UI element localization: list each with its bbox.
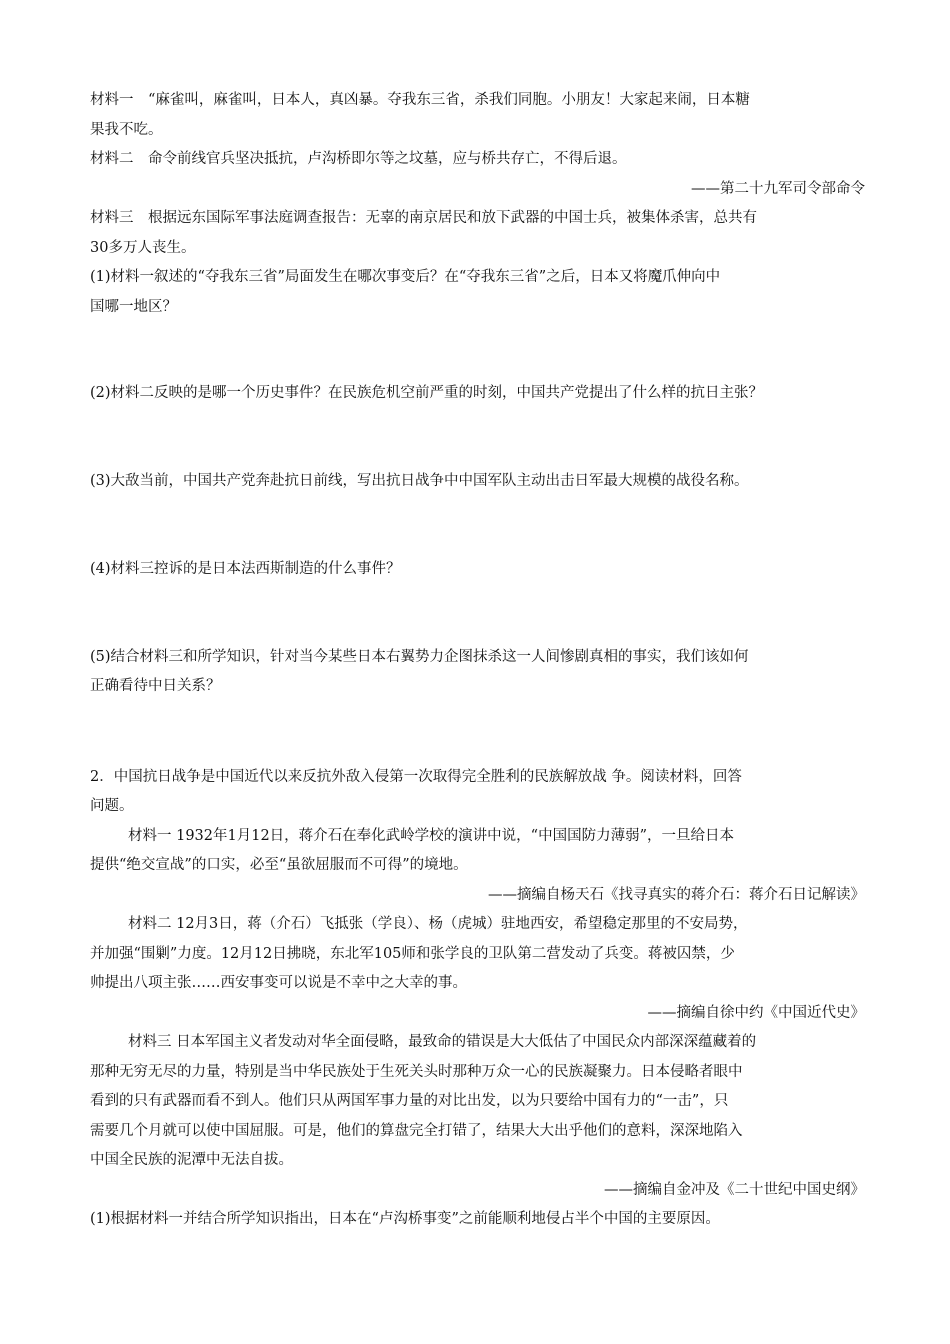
q2-material-3-cont: 那种无穷无尽的力量，特别是当中华民族处于生死关头时那种万众一心的民族凝聚力。日本侵略者眼中 xyxy=(90,1063,743,1080)
q1-material-2-source: ——第二十九军司令部命令 xyxy=(691,180,865,197)
q2-stem: 2．中国抗日战争是中国近代以来反抗外敌入侵第一次取得完全胜利的民族解放战 争。阅读材料，回答 xyxy=(90,768,742,785)
answer-space xyxy=(90,322,865,379)
q1-sub-question-4: (4)材料三控诉的是日本法西斯制造的什么事件？ xyxy=(90,561,401,577)
q1-material-3-cont: 30多万人丧生。 xyxy=(90,239,196,256)
answer-space xyxy=(90,409,865,467)
q2-material-3: 材料三 日本军国主义者发动对华全面侵略，最致命的错误是大大低估了中国民众内部深深蕴藏着的 xyxy=(128,1034,757,1050)
answer-space xyxy=(90,585,865,643)
q2-material-2-cont: 帅提出八项主张……西安事变可以说是不幸中之大幸的事。 xyxy=(90,975,467,991)
q2-material-1-cont: 提供“绝交宣战”的口实，必至“虽欲屈服而不可得”的境地。 xyxy=(90,857,468,873)
q2-material-3-cont: 中国全民族的泥潭中无法自拔。 xyxy=(90,1152,293,1168)
answer-space xyxy=(90,496,865,555)
q2-material-2-cont: 并加强“围剿”力度。12月12日拂晓，东北军105师和张学良的卫队第二营发动了兵变。蒋被囚禁，少 xyxy=(90,945,735,962)
q1-sub-question-5: (5)结合材料三和所学知识，针对当今某些日本右翼势力企图抹杀这一人间惨剧真相的事实，我们该如何 xyxy=(90,648,749,665)
q2-material-3-cont: 需要几个月就可以使中国屈服。可是，他们的算盘完全打错了，结果大大出乎他们的意料，深深地陷入 xyxy=(90,1122,743,1139)
q2-material-1-source: ——摘编自杨天石《找寻真实的蒋介石：蒋介石日记解读》 xyxy=(488,886,865,903)
q1-sub-question-3: (3)大敌当前，中国共产党奔赴抗日前线，写出抗日战争中中国军队主动出击日军最大规模的战役名称。 xyxy=(90,472,749,489)
q1-sub-question-2: (2)材料二反映的是哪一个历史事件？在民族危机空前严重的时刻，中国共产党提出了什么样的抗日主张？ xyxy=(90,385,764,401)
q1-material-1-cont: 果我不吃。 xyxy=(90,121,163,138)
q2-sub-question-1: (1)根据材料一并结合所学知识指出，日本在“卢沟桥事变”之前能顺利地侵占半个中国的主要原因。 xyxy=(90,1211,720,1227)
document-page xyxy=(90,86,865,1235)
q2-material-3-cont: 看到的只有武器而看不到人。他们只从两国军事力量的对比出发，以为只要给中国有力的“一击”，只 xyxy=(90,1093,729,1109)
answer-space xyxy=(90,702,865,763)
q1-material-1: 材料一 “麻雀叫，麻雀叫，日本人，真凶暴。夺我东三省，杀我们同胞。小朋友！大家起来闹，日本糖 xyxy=(90,92,750,108)
q2-material-2: 材料二 12月3日，蒋（介石）飞抵张（学良）、杨（虎城）驻地西安，希望稳定那里的不安局势， xyxy=(128,916,748,932)
q2-material-3-source: ——摘编自金冲及《二十世纪中国史纲》 xyxy=(604,1181,865,1198)
q1-sub-question-5-cont: 正确看待中日关系？ xyxy=(90,678,221,694)
q2-stem-cont: 问题。 xyxy=(90,798,134,814)
q1-sub-question-1: (1)材料一叙述的“夺我东三省”局面发生在哪次事变后？在“夺我东三省”之后，日本又将魔爪伸向中 xyxy=(90,269,721,285)
q2-material-1: 材料一 1932年1月12日，蒋介石在奉化武岭学校的演讲中说，“中国国防力薄弱”，一旦给日本 xyxy=(128,827,735,844)
q1-material-2: 材料二 命令前线官兵坚决抵抗，卢沟桥即尔等之坟墓，应与桥共存亡，不得后退。 xyxy=(90,151,627,167)
q1-material-3: 材料三 根据远东国际军事法庭调查报告：无辜的南京居民和放下武器的中国士兵，被集体杀害，总共有 xyxy=(90,210,757,226)
q2-material-2-source: ——摘编自徐中约《中国近代史》 xyxy=(647,1004,865,1021)
q1-sub-question-1-cont: 国哪一地区？ xyxy=(90,298,177,315)
